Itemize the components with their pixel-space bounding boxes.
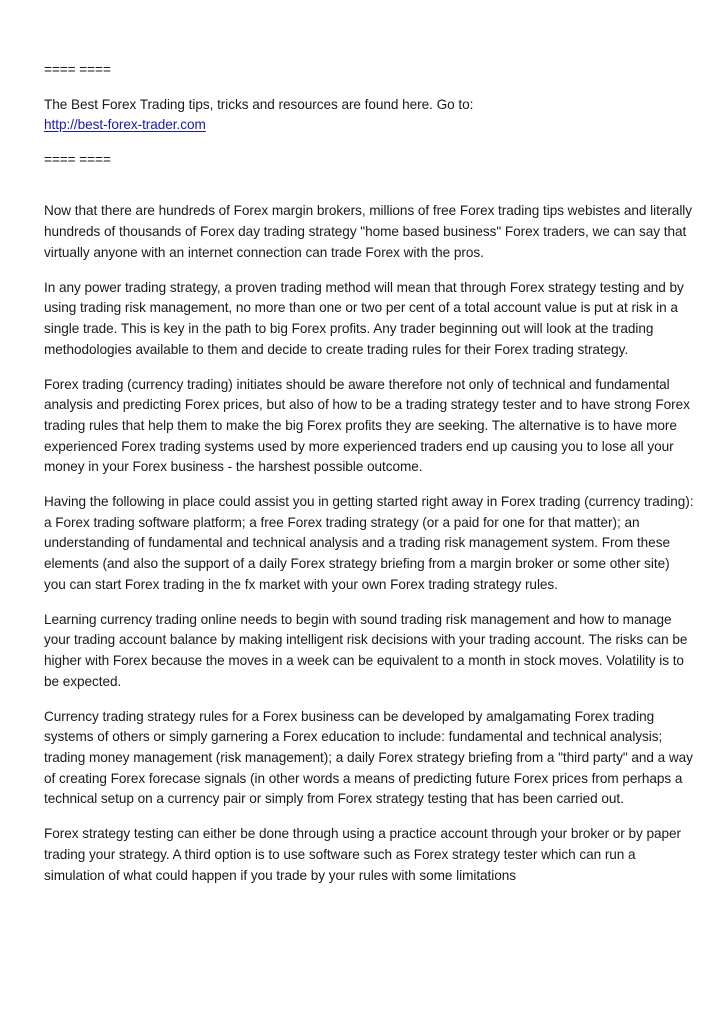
separator-bottom: ==== ==== <box>44 151 111 167</box>
spacer <box>44 170 694 201</box>
paragraph: In any power trading strategy, a proven trading method will mean that through Forex strategy testing and by using trading risk management, no more than one or two per cent of a total account value is put at risk in a single trade. This is key in the path to big Forex profits. Any trader beginning out will look at the trading methodologies available to them and decide to create trading rules for their Forex trading strategy. <box>44 279 684 357</box>
resource-link[interactable]: http://best-forex-trader.com <box>44 117 206 133</box>
paragraph: Learning currency trading online needs to begin with sound trading risk management and how to manage your trading account balance by making intelligent risk decisions with your trading account. The risks can be higher with Forex because the moves in a week can be equivalent to a month in stock moves. Volatility is to be expected. <box>44 611 688 689</box>
separator-top: ==== ==== <box>44 62 111 77</box>
document-body <box>44 60 694 901</box>
paragraph: Now that there are hundreds of Forex margin brokers, millions of free Forex trading tips webistes and literally hundreds of thousands of Forex day trading strategy "home based business" Forex traders, we can say that virtually anyone with an internet connection can trade Forex with the pros. <box>44 203 693 260</box>
resource-link-line <box>44 115 694 136</box>
intro-text: The Best Forex Trading tips, tricks and resources are found here. Go to: <box>44 96 474 112</box>
paragraph: Currency trading strategy rules for a Forex business can be developed by amalgamating Forex trading systems of others or simply garnering a Forex education to include: fundamental and technical analysis; trading money management (risk management); a daily Forex strategy briefing from a "third party" and a way of creating Forex forecase signals (in other words a means of predicting future Forex prices from perhaps a technical setup on a currency pair or simply from Forex strategy testing that has been carried out. <box>44 708 693 807</box>
spacer <box>44 136 694 150</box>
paragraph: Forex trading (currency trading) initiates should be aware therefore not only of technical and fundamental analysis and predicting Forex prices, but also of how to be a trading strategy tester and to have strong Forex trading rules that help them to make the big Forex profits they are seeking. The alternative is to have more experienced Forex trading systems used by more experienced traders end up causing you to lose all your money in your Forex business - the harshest possible outcome. <box>44 376 690 475</box>
paragraph: Forex strategy testing can either be done through using a practice account through your broker or by paper trading your strategy. A third option is to use software such as Forex strategy tester which can run a simulation of what could happen if you trade by your rules with some limitations <box>44 826 682 883</box>
paragraph: Having the following in place could assist you in getting started right away in Forex trading (currency trading): a Forex trading software platform; a free Forex trading strategy (or a paid for one for that matter); an understanding of fundamental and technical analysis and a trading risk management system. From these elements (and also the support of a daily Forex strategy briefing from a margin broker or some other site) you can start Forex trading in the fx market with your own Forex trading strategy rules. <box>44 494 694 592</box>
spacer <box>44 81 694 95</box>
